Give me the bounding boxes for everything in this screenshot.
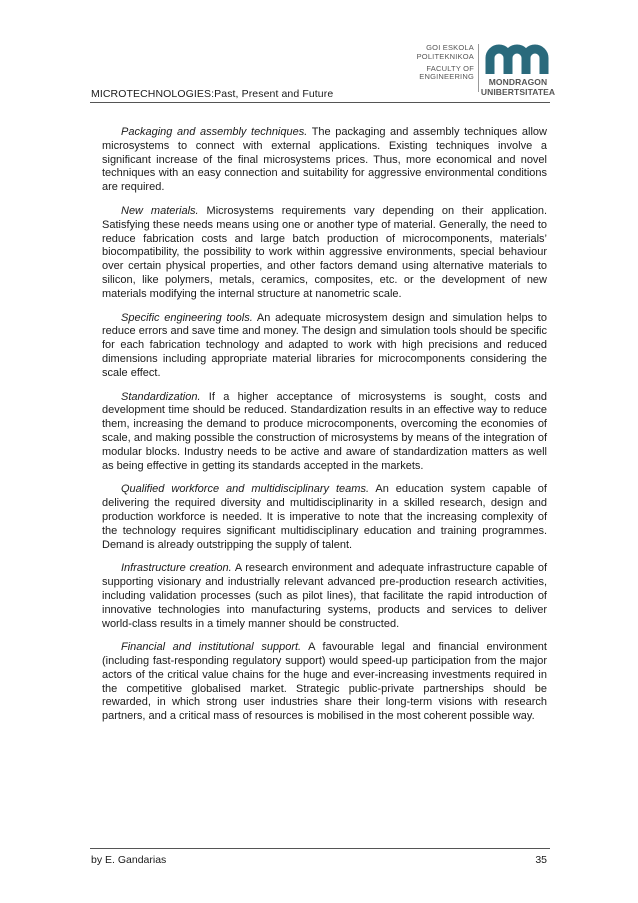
paragraph-body: A favourable legal and financial environment (including fast-responding regulatory support) would speed-up participation from the major actors of the critical value chains for the huge and ever-increasing investments required in the competitive globalised market. Strategic public-private partnerships should be rewarded, in which strong user industries share their long-term visions with research partners, and a critical mass of resources is mobilised in the most coherent possible way. — [102, 641, 547, 723]
paragraph — [102, 312, 547, 381]
header-divider — [90, 102, 550, 103]
school-name-line: POLITEKNIKOA — [416, 51, 474, 61]
paragraph-body: Microsystems requirements vary depending on their application. Satisfying these needs means using one or another type of material. Generally, the need to reduce fabrication costs and large batch production of microcomponents, materials’ biocompatibility, the possibility to work within aggressive environments, special behaviour over certain physical properties, and other factors demand using alternative materials to silicon, like polymers, metals, ceramics, composites, etc. or the development of new materials modifying the internal structure at nanometric scale. — [102, 204, 547, 300]
paragraph-heading: Standardization. — [121, 390, 201, 403]
paragraph-heading: Specific engineering tools. — [121, 311, 253, 324]
footer-divider — [90, 848, 550, 849]
school-name-line: ENGINEERING — [419, 72, 474, 82]
school-name-line: FACULTY OF — [426, 63, 474, 73]
page-number: 35 — [535, 854, 547, 866]
university-name — [480, 77, 556, 97]
paragraph-heading: Qualified workforce and multidisciplinary teams. — [121, 483, 369, 496]
paragraph — [102, 391, 547, 474]
mondragon-mark-icon — [484, 44, 552, 76]
school-name-line: GOI ESKOLA — [426, 43, 474, 52]
paragraph — [102, 126, 547, 195]
running-header-title: MICROTECHNOLOGIES:Past, Present and Future — [91, 88, 334, 100]
paragraph-body: If a higher acceptance of microsystems is sought, costs and development time should be reduced. Standardization results in an effective way to reduce them, increasing the demand to produce microcomponents, overcoming the economies of scale, and making possible the construction of microsystems by means of the integration of modular blocks. Industry needs to be active and aware of standardization matters as well as being effective in getting its standards accepted in the markets. — [102, 390, 547, 472]
paragraph — [102, 641, 547, 724]
paragraph — [102, 562, 547, 631]
logo-divider — [478, 44, 479, 92]
university-name-line: MONDRAGON — [488, 77, 548, 87]
paragraph-heading: Infrastructure creation. — [121, 562, 232, 575]
university-name-line: UNIBERTSITATEA — [480, 87, 556, 97]
paragraph-heading: Financial and institutional support. — [121, 641, 302, 654]
paragraph-body: An adequate microsystem design and simulation helps to reduce errors and save time and money. The design and simulation tools should be specific for each fabrication technology and adapted to work with high precisions and reduced dimensions including appropriate material libraries for microcomponents considering the scale effect. — [102, 311, 547, 379]
paragraph — [102, 205, 547, 302]
paragraph-body: A research environment and adequate infrastructure capable of supporting visionary and industrially relevant advanced pre-production research activities, including validation processes (such as pilot lines), that facilitate the rapid introduction of innovative technologies into manufacturing systems, products and services to deliver world-class results in a timely manner should be constructed. — [102, 562, 547, 630]
university-logo — [414, 44, 554, 100]
paragraph-heading: Packaging and assembly techniques. — [121, 126, 308, 138]
school-name — [414, 44, 474, 82]
paragraph-body: The packaging and assembly techniques allow microsystems to connect with external applications. Existing techniques involve a significant increase of the final microsystems prices. Thus, more economical and novel techniques with an easy connection and suitability for aggressive environmental conditions are required. — [102, 126, 547, 194]
paragraph-body: An education system capable of delivering the required diversity and multidisciplinarity in a skilled research, design and production workforce is needed. It is imperative to note that the increasing complexity of the technology requires significant multidisciplinary education and training programmes. Demand is already outstripping the supply of talent. — [102, 483, 547, 551]
paragraph — [102, 483, 547, 552]
paragraph-heading: New materials. — [121, 204, 199, 217]
footer-author: by E. Gandarias — [91, 854, 167, 866]
body-text — [102, 126, 547, 734]
